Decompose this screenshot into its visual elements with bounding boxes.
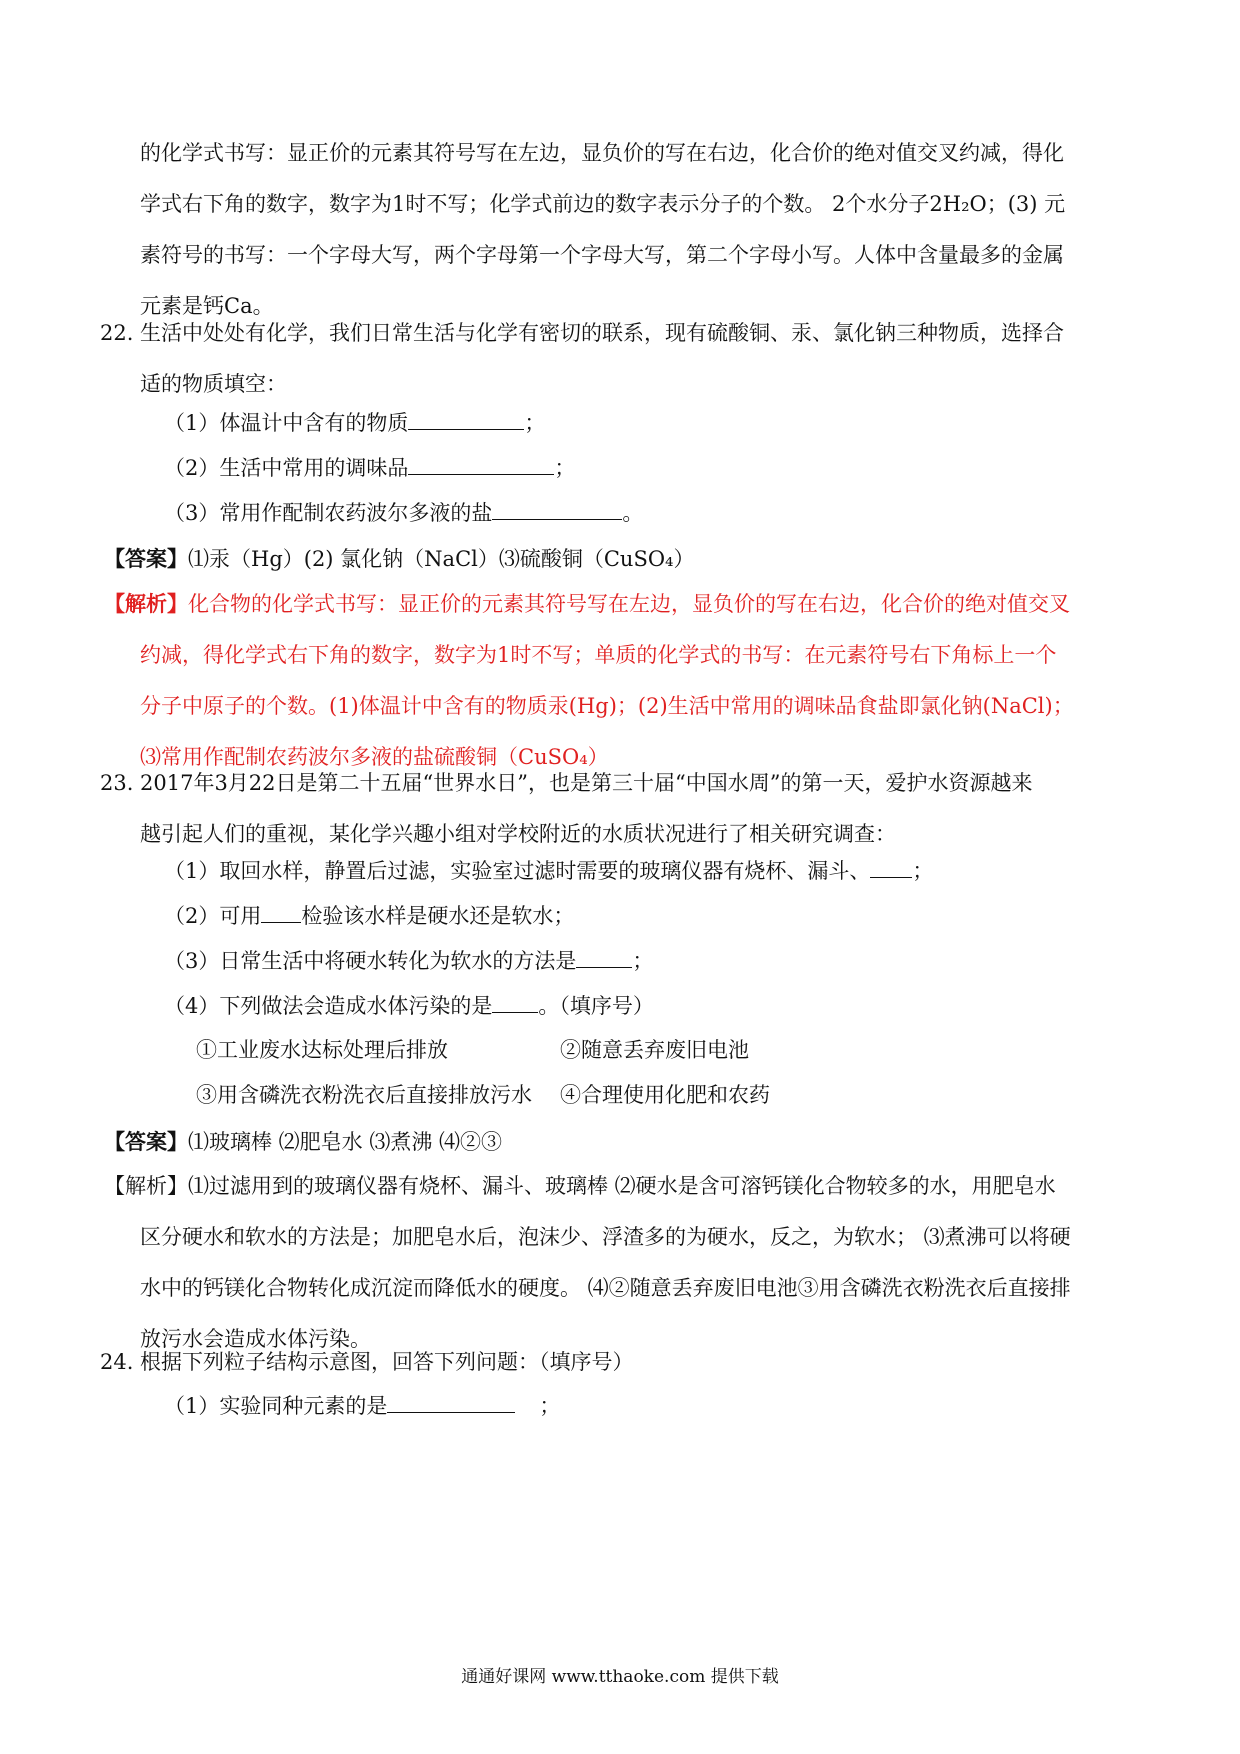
analysis-line: 放污水会造成水体污染。: [140, 1327, 371, 1351]
item-text: （3）日常生活中将硬水转化为软水的方法是: [164, 949, 577, 973]
q22-item-3: [164, 488, 1135, 539]
question-stem-line: 适的物质填空：: [140, 372, 287, 396]
analysis-label: 【解析】: [104, 1174, 188, 1198]
option-1: ①工业废水达标处理后排放: [196, 1038, 448, 1062]
intro-line: 学式右下角的数字，数字为1时不写；化学式前边的数字表示分子的个数。 2个水分子2H₂O；(3) 元: [140, 192, 1066, 216]
q23-item-2: [164, 891, 1135, 942]
analysis-line: 水中的钙镁化合物转化成沉淀而降低水的硬度。 ⑷②随意丢弃废旧电池③用含磷洗衣粉洗衣后直接排: [140, 1276, 1071, 1300]
analysis-line: 约减，得化学式右下角的数字，数字为1时不写；单质的化学式的书写：在元素符号右下角标上一个: [140, 643, 1057, 667]
question-number: 23.: [100, 771, 134, 795]
answer-blank[interactable]: [492, 501, 622, 520]
intro-line: 元素是钙Ca。: [140, 294, 274, 318]
analysis-line: ⑴过滤用到的玻璃仪器有烧杯、漏斗、玻璃棒 ⑵硬水是含可溶钙镁化合物较多的水，用肥皂水: [188, 1174, 1056, 1198]
question-number: 22.: [100, 321, 134, 345]
intro-line: 的化学式书写：显正价的元素其符号写在左边，显负价的写在右边，化合价的绝对值交叉约减，得化: [140, 141, 1064, 165]
q23-options-row-2: [196, 1070, 1096, 1121]
q22-item-2: [164, 443, 1135, 494]
answer-label: 【答案】: [104, 546, 188, 571]
question-22: [100, 308, 1135, 410]
question-23: [100, 758, 1135, 860]
q23-options-row-1: [196, 1025, 1096, 1076]
question-stem-line: 生活中处处有化学，我们日常生活与化学有密切的联系，现有硫酸铜、汞、氯化钠三种物质，选择合: [140, 321, 1064, 345]
q22-item-1: [164, 398, 1135, 449]
answer-blank[interactable]: [408, 456, 554, 475]
answer-blank[interactable]: [576, 949, 632, 968]
q22-analysis: [104, 578, 1135, 783]
analysis-line: ⑶常用作配制农药波尔多液的盐硫酸铜（CuSO₄）: [140, 745, 609, 769]
item-end: ；: [554, 456, 576, 480]
option-3: ③用含磷洗衣粉洗衣后直接排放污水: [196, 1083, 532, 1107]
analysis-line: 分子中原子的个数。(1)体温计中含有的物质汞(Hg)；(2)生活中常用的调味品食盐即氯化钠(NaCl)；: [140, 694, 1074, 718]
answer-text: ⑴玻璃棒 ⑵肥皂水 ⑶煮沸 ⑷②③: [188, 1130, 503, 1154]
q23-analysis: [104, 1161, 1135, 1365]
option-4: ④合理使用化肥和农药: [560, 1083, 770, 1107]
item-text: （1）体温计中含有的物质: [164, 411, 409, 435]
answer-blank[interactable]: [492, 994, 538, 1013]
question-stem-line: 根据下列粒子结构示意图，回答下列问题：（填序号）: [140, 1350, 634, 1374]
analysis-line: 化合物的化学式书写：显正价的元素其符号写在左边，显负价的写在右边，化合价的绝对值交叉: [188, 592, 1070, 616]
answer-blank[interactable]: [408, 411, 524, 430]
item-end: 。（填序号）: [538, 994, 654, 1018]
question-stem-line: 越引起人们的重视，某化学兴趣小组对学校附近的水质状况进行了相关研究调查：: [140, 822, 896, 846]
item-text: （2）生活中常用的调味品: [164, 456, 409, 480]
question-stem-line: 2017年3月22日是第二十五届“世界水日”，也是第三十届“中国水周”的第一天，爱护水资源越来: [140, 771, 1033, 795]
page-footer: 通通好课网 www.tthaoke.com 提供下载: [461, 1667, 779, 1687]
q24-item-1: [164, 1381, 1135, 1432]
item-end: 。: [622, 501, 644, 525]
item-text: （2）可用: [164, 904, 262, 928]
q23-item-3: [164, 936, 1135, 987]
answer-text: ⑴汞（Hg）(2) 氯化钠（NaCl）⑶硫酸铜（CuSO₄）: [188, 547, 695, 571]
q23-item-1: [164, 846, 1135, 897]
item-text: （3）常用作配制农药波尔多液的盐: [164, 501, 493, 525]
intro-paragraph: [140, 128, 1135, 332]
answer-blank[interactable]: [387, 1394, 515, 1413]
item-end: ；: [539, 1394, 561, 1418]
item-end: ；: [632, 949, 654, 973]
intro-line: 素符号的书写：一个字母大写，两个字母第一个字母大写，第二个字母小写。人体中含量最多的金属: [140, 243, 1064, 267]
item-text: 检验该水样是硬水还是软水；: [301, 904, 575, 928]
item-end: ；: [912, 859, 934, 883]
item-end: ；: [524, 411, 546, 435]
question-number: 24.: [100, 1350, 134, 1374]
option-2: ②随意丢弃废旧电池: [560, 1038, 749, 1062]
answer-blank[interactable]: [261, 904, 301, 923]
item-text: （1）实验同种元素的是: [164, 1394, 388, 1418]
analysis-line: 区分硬水和软水的方法是；加肥皂水后，泡沫少、浮渣多的为硬水，反之，为软水； ⑶煮沸可以将硬: [140, 1225, 1071, 1249]
answer-label: 【答案】: [104, 1129, 188, 1154]
answer-blank[interactable]: [870, 859, 912, 878]
item-text: （4）下列做法会造成水体污染的是: [164, 994, 493, 1018]
analysis-label: 【解析】: [104, 591, 188, 616]
item-text: （1）取回水样，静置后过滤，实验室过滤时需要的玻璃仪器有烧杯、漏斗、: [164, 859, 871, 883]
